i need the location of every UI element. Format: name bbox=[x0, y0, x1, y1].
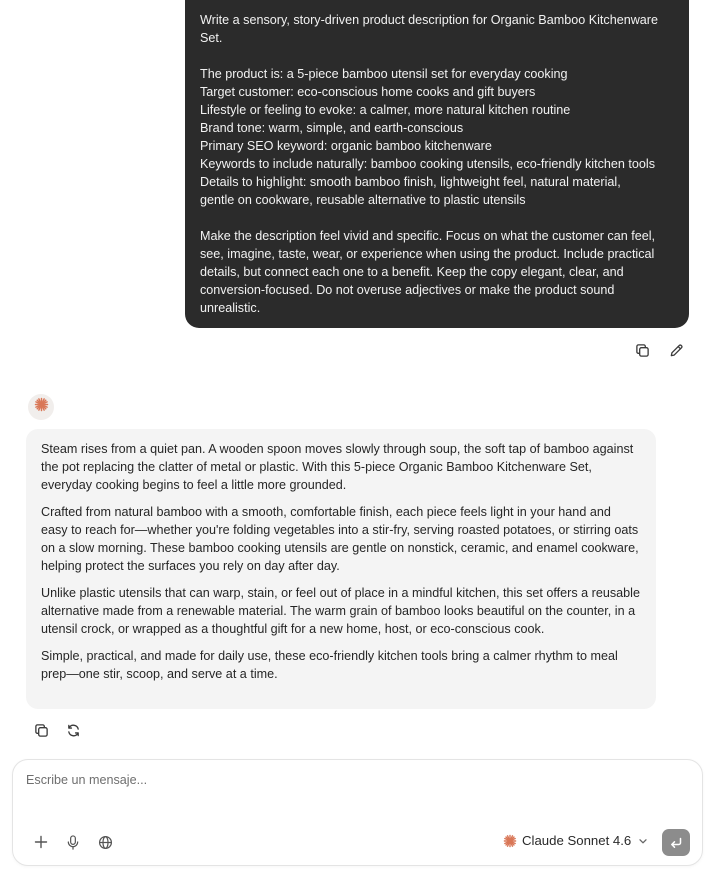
edit-icon[interactable] bbox=[666, 340, 686, 360]
send-button[interactable] bbox=[662, 829, 690, 856]
user-message-line: Write a sensory, story-driven product description for Organic Bamboo Kitchenware bbox=[200, 13, 659, 27]
user-message-line: see, imagine, taste, wear, or experience when using the product. Include practical bbox=[200, 247, 655, 261]
assistant-paragraph: Unlike plastic utensils that can warp, stain, or feel out of place in a mindful kitchen, this set offers a reusable alternative made from a renewable material. The warm grain of bamboo looks beautiful on the counter, in a utensil crock, or wrapped as a thoughtful gift for a new home, host, or eco-conscious cook. bbox=[41, 586, 640, 636]
assistant-paragraph: Crafted from natural bamboo with a smooth, comfortable finish, each piece feels light in your hand and easy to reach for—whether you're folding vegetables into a stir-fry, serving roasted potatoes, or stirring oats on a slow morning. These bamboo cooking utensils are gentle on nonstick, ceramic, and enamel cookware, helping protect the surfaces you rely on day after day. bbox=[41, 505, 639, 573]
claude-sparkle-icon bbox=[34, 397, 49, 417]
microphone-icon[interactable] bbox=[63, 832, 83, 852]
user-message-line: The product is: a 5-piece bamboo utensil set for everyday cooking bbox=[200, 67, 568, 81]
user-message-bubble bbox=[185, 0, 689, 328]
plus-icon[interactable] bbox=[31, 832, 51, 852]
model-selector[interactable] bbox=[503, 833, 648, 848]
assistant-paragraph: Simple, practical, and made for daily use, these eco-friendly kitchen tools bring a calmer rhythm to meal prep—one stir, scoop, and serve at a time. bbox=[41, 649, 618, 681]
assistant-message bbox=[26, 429, 656, 709]
user-message-actions bbox=[632, 340, 686, 360]
assistant-avatar bbox=[28, 394, 54, 420]
user-message-line: Details to highlight: smooth bamboo finish, lightweight feel, natural material, bbox=[200, 175, 621, 189]
user-message-line: details, but connect each one to a benefit. Keep the copy elegant, clear, and bbox=[200, 265, 624, 279]
chevron-down-icon bbox=[638, 836, 648, 846]
user-message-line: conversion-focused. Do not overuse adjectives or make the product sound bbox=[200, 283, 615, 297]
user-message-line: unrealistic. bbox=[200, 301, 261, 315]
assistant-message-actions bbox=[31, 720, 83, 740]
globe-icon[interactable] bbox=[95, 832, 115, 852]
user-message-line: Primary SEO keyword: organic bamboo kitchenware bbox=[200, 139, 492, 153]
user-message-line: Brand tone: warm, simple, and earth-conscious bbox=[200, 121, 464, 135]
claude-sparkle-icon bbox=[503, 834, 517, 848]
blank-line bbox=[200, 47, 675, 65]
message-composer bbox=[12, 759, 703, 866]
user-message-line: Keywords to include naturally: bamboo cooking utensils, eco-friendly kitchen tools bbox=[200, 157, 656, 171]
user-message-line: Set. bbox=[200, 31, 223, 45]
user-message-line: Lifestyle or feeling to evoke: a calmer, more natural kitchen routine bbox=[200, 103, 571, 117]
user-message-line: Make the description feel vivid and specific. Focus on what the customer can feel, bbox=[200, 229, 656, 243]
assistant-paragraph: Steam rises from a quiet pan. A wooden spoon moves slowly through soup, the soft tap of bamboo against the pot replacing the clatter of metal or plastic. With this 5-piece Organic Bamboo Kitchenware Set, everyday cooking begins to feel a little more grounded. bbox=[41, 442, 634, 492]
blank-line bbox=[200, 209, 675, 227]
message-input[interactable] bbox=[26, 773, 626, 787]
retry-icon[interactable] bbox=[63, 720, 83, 740]
user-message-line: Target customer: eco-conscious home cooks and gift buyers bbox=[200, 85, 536, 99]
send-return-icon bbox=[669, 836, 683, 850]
user-message-line: gentle on cookware, reusable alternative to plastic utensils bbox=[200, 193, 526, 207]
copy-icon[interactable] bbox=[31, 720, 51, 740]
copy-icon[interactable] bbox=[632, 340, 652, 360]
model-label: Claude Sonnet 4.6 bbox=[522, 833, 632, 848]
